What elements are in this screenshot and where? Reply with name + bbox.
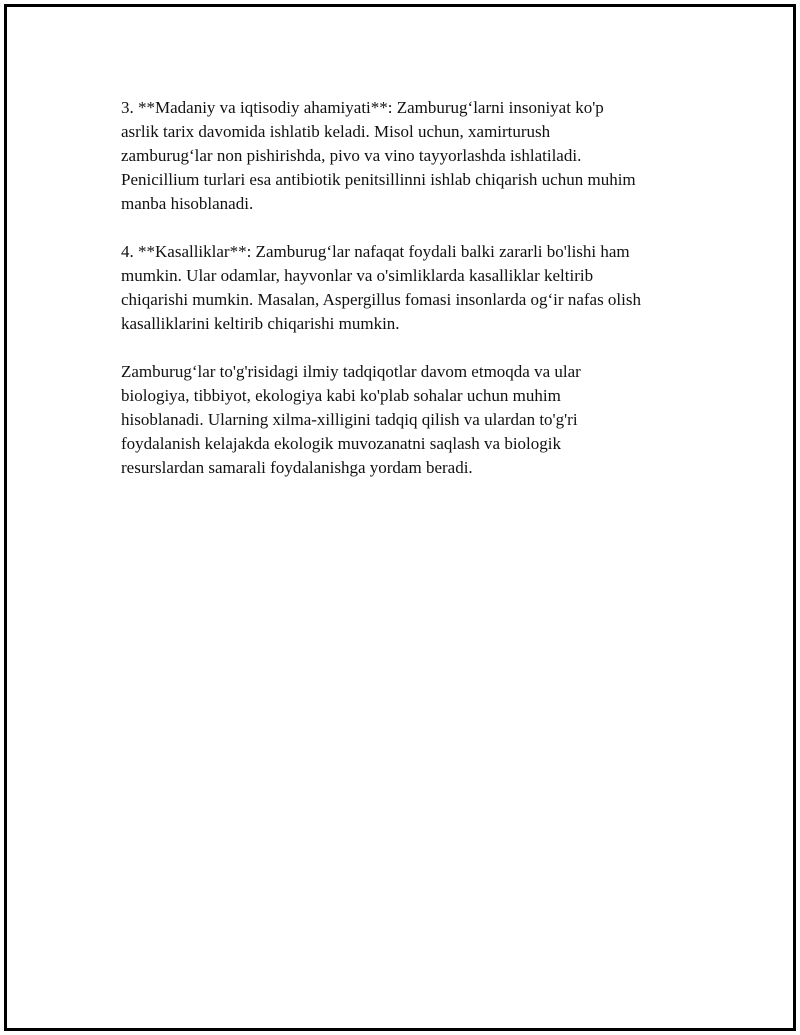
- text-line: mumkin. Ular odamlar, hayvonlar va o'simliklarda kasalliklar keltirib: [121, 266, 594, 285]
- text-line: asrlik tarix davomida ishlatib keladi. Misol uchun, xamirturush: [121, 122, 551, 141]
- text-line: Penicillium turlari esa antibiotik penitsillinni ishlab chiqarish uchun muhim: [121, 170, 636, 189]
- text-line: hisoblanadi. Ularning xilma-xilligini tadqiq qilish va ulardan to'g'ri: [121, 410, 578, 429]
- text-line: 4. **Kasalliklar**: Zamburug‘lar nafaqat foydali balki zararli bo'lishi ham: [121, 242, 630, 261]
- text-line: Zamburug‘lar to'g'risidagi ilmiy tadqiqotlar davom etmoqda va ular: [121, 362, 581, 381]
- document-page: [4, 4, 796, 1031]
- text-line: foydalanish kelajakda ekologik muvozanatni saqlash va biologik: [121, 434, 561, 453]
- text-line: zamburug‘lar non pishirishda, pivo va vino tayyorlashda ishlatiladi.: [121, 146, 582, 165]
- text-line: kasalliklarini keltirib chiqarishi mumkin.: [121, 314, 400, 333]
- text-line: manba hisoblanadi.: [121, 194, 254, 213]
- text-line: biologiya, tibbiyot, ekologiya kabi ko'plab sohalar uchun muhim: [121, 386, 561, 405]
- text-line: resurslardan samarali foydalanishga yordam beradi.: [121, 458, 473, 477]
- paragraph-conclusion: [121, 360, 701, 480]
- paragraph-cultural-economic-importance: [121, 96, 701, 216]
- text-line: 3. **Madaniy va iqtisodiy ahamiyati**: Zamburug‘larni insoniyat ko'p: [121, 98, 604, 117]
- paragraph-diseases: [121, 240, 701, 336]
- text-line: chiqarishi mumkin. Masalan, Aspergillus fomasi insonlarda og‘ir nafas olish: [121, 290, 641, 309]
- document-body: [121, 96, 701, 504]
